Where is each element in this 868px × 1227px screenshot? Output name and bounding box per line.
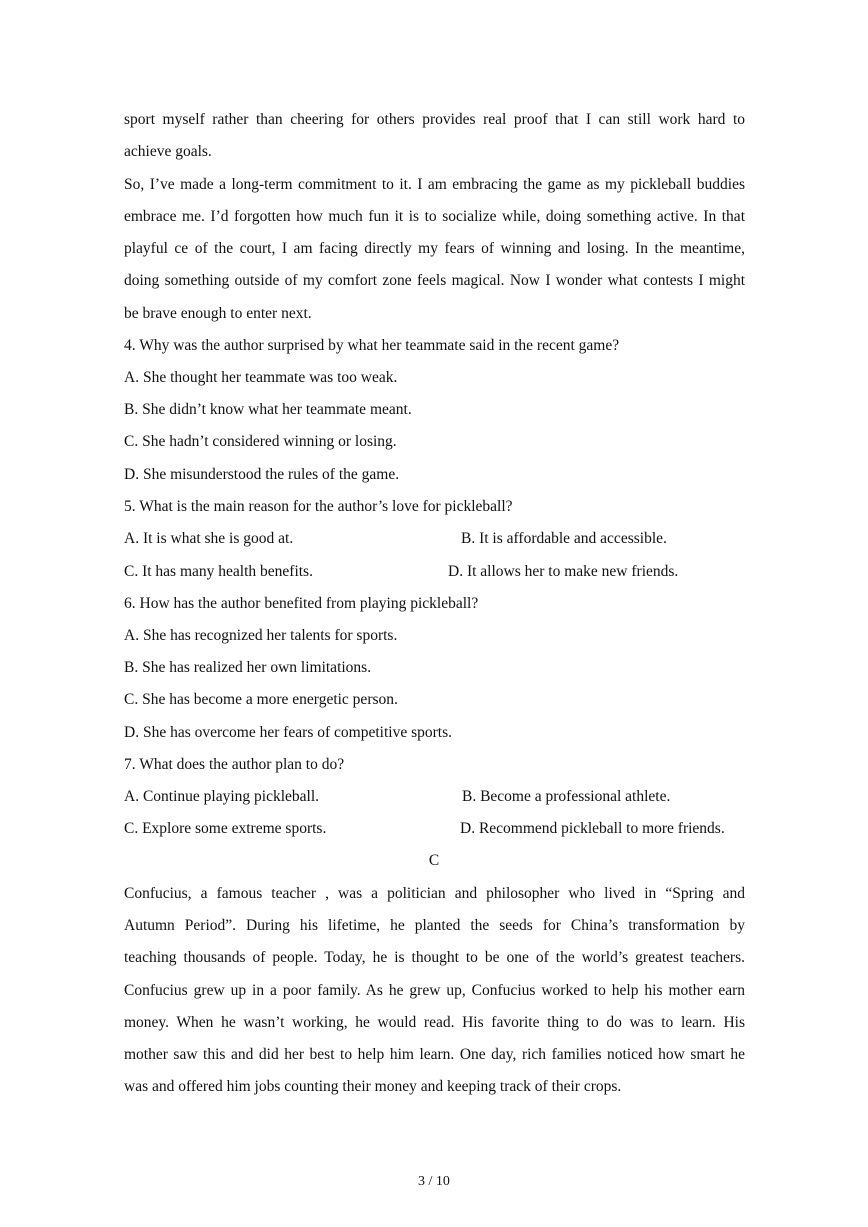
answer-option: D. She has overcome her fears of competitive sports.: [124, 724, 452, 741]
answer-option: A. She has recognized her talents for sports.: [124, 627, 398, 644]
passage-line: embrace me. I’d forgotten how much fun it is to socialize while, doing something active. In that: [124, 208, 745, 225]
question-stem: 7. What does the author plan to do?: [124, 756, 345, 773]
answer-option: B. She has realized her own limitations.: [124, 659, 372, 676]
passage-line: playful ce of the court, I am facing directly my fears of winning and losing. In the meantime,: [124, 240, 745, 257]
answer-option: A. Continue playing pickleball.: [124, 788, 320, 805]
answer-option: D. She misunderstood the rules of the game.: [124, 466, 400, 483]
answer-option: A. It is what she is good at.: [124, 530, 294, 547]
passage-line: doing something outside of my comfort zone feels magical. Now I wonder what contests I might: [124, 272, 745, 289]
page-number: 3 / 10: [418, 1174, 450, 1189]
question-stem: 5. What is the main reason for the author’s love for pickleball?: [124, 498, 513, 515]
question-stem: 6. How has the author benefited from playing pickleball?: [124, 595, 479, 612]
passage-line: Confucius, a famous teacher , was a politician and philosopher who lived in “Spring and: [124, 885, 745, 902]
passage-line: be brave enough to enter next.: [124, 305, 312, 322]
passage-line: Confucius grew up in a poor family. As he grew up, Confucius worked to help his mother earn: [124, 982, 745, 999]
answer-option: C. She hadn’t considered winning or losing.: [124, 433, 397, 450]
section-heading: C: [428, 852, 440, 869]
passage-line: Autumn Period”. During his lifetime, he planted the seeds for China’s transformation by: [124, 917, 745, 934]
answer-option: B. She didn’t know what her teammate meant.: [124, 401, 412, 418]
answer-option: D. It allows her to make new friends.: [448, 563, 679, 580]
question-stem: 4. Why was the author surprised by what her teammate said in the recent game?: [124, 337, 620, 354]
passage-line: So, I’ve made a long-term commitment to it. I am embracing the game as my pickleball buddies: [124, 176, 745, 193]
passage-line: money. When he wasn’t working, he would read. His favorite thing to do was to learn. His: [124, 1014, 745, 1031]
answer-option: C. Explore some extreme sports.: [124, 820, 327, 837]
passage-line: achieve goals.: [124, 143, 212, 160]
passage-line: sport myself rather than cheering for others provides real proof that I can still work hard to: [124, 111, 745, 128]
answer-option: C. She has become a more energetic person.: [124, 691, 398, 708]
answer-option: C. It has many health benefits.: [124, 563, 313, 580]
answer-option: D. Recommend pickleball to more friends.: [460, 820, 725, 837]
answer-option: B. It is affordable and accessible.: [461, 530, 667, 547]
passage-line: mother saw this and did her best to help him learn. One day, rich families noticed how smart he: [124, 1046, 745, 1063]
answer-option: A. She thought her teammate was too weak.: [124, 369, 398, 386]
passage-line: teaching thousands of people. Today, he is thought to be one of the world’s greatest teachers.: [124, 949, 745, 966]
answer-option: B. Become a professional athlete.: [462, 788, 671, 805]
passage-line: was and offered him jobs counting their money and keeping track of their crops.: [124, 1078, 622, 1095]
